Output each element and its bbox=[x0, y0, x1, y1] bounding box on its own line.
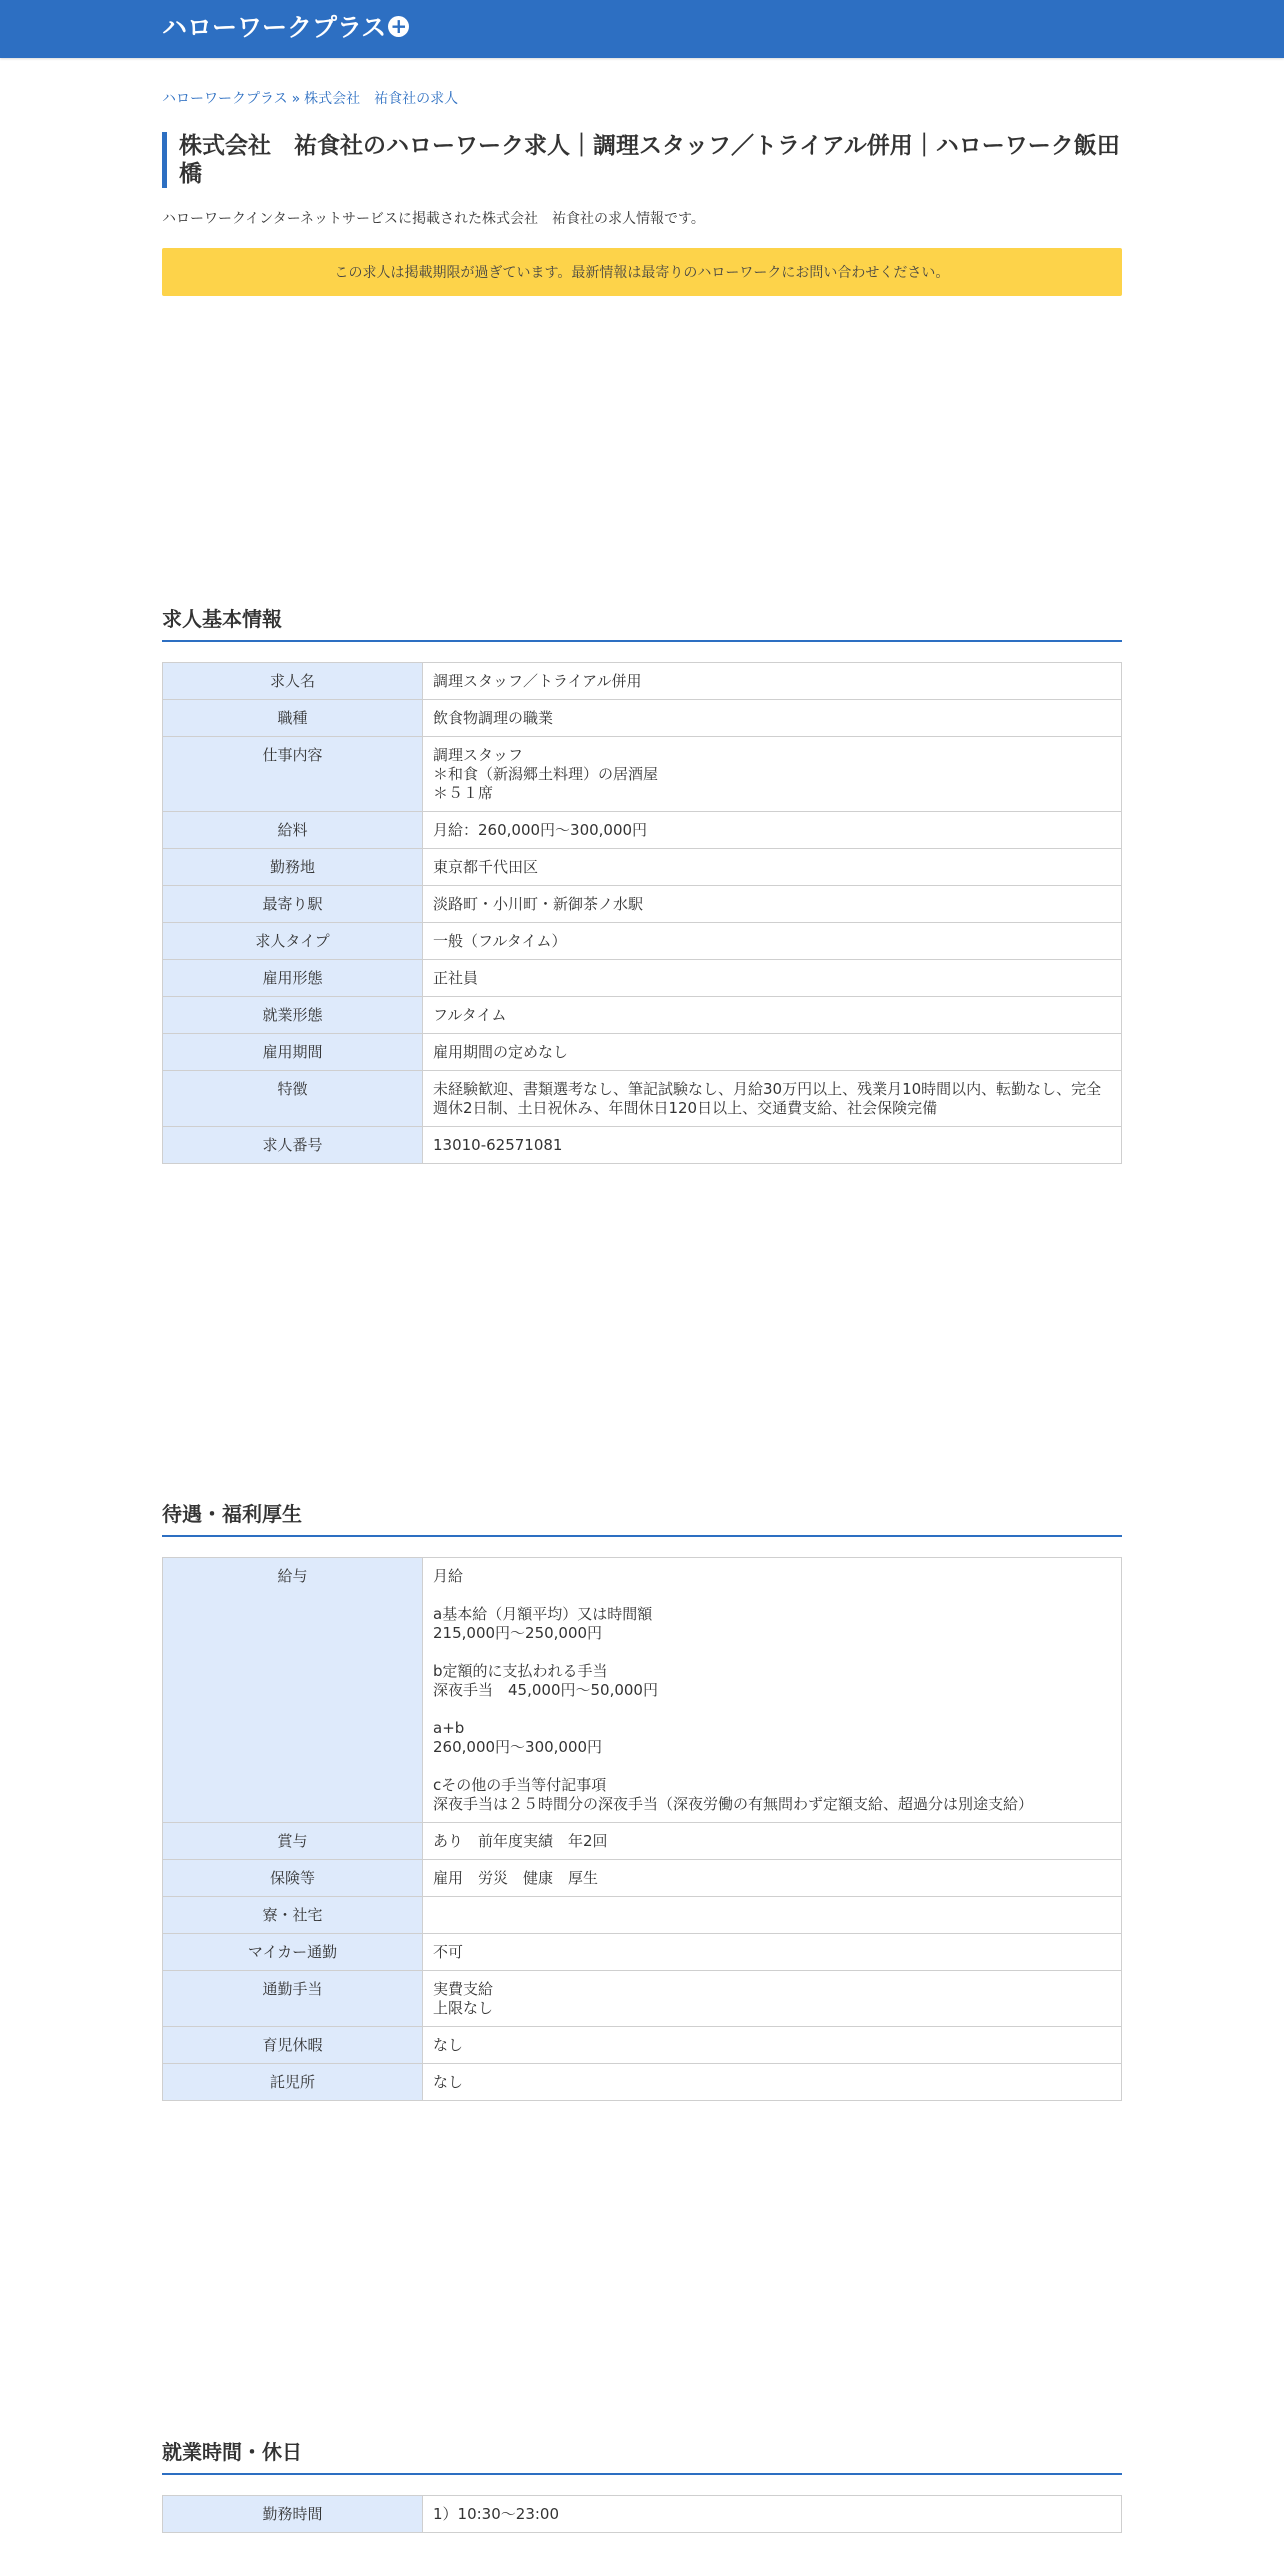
row-label: 仕事内容 bbox=[163, 736, 423, 811]
site-logo[interactable] bbox=[162, 8, 409, 44]
ad-space bbox=[162, 1164, 1122, 1482]
page-lead: ハローワークインターネットサービスに掲載された株式会社 祐食社の求人情報です。 bbox=[162, 211, 705, 227]
row-value: なし bbox=[423, 2064, 1122, 2101]
row-value: 淡路町・小川町・新御茶ノ水駅 bbox=[423, 885, 1122, 922]
row-value: 東京都千代田区 bbox=[423, 848, 1122, 885]
row-label: 寮・社宅 bbox=[163, 1897, 423, 1934]
row-label: 職種 bbox=[163, 699, 423, 736]
row-value: 一般（フルタイム） bbox=[423, 922, 1122, 959]
section-title-welfare: 待遇・福利厚生 bbox=[162, 1498, 1122, 1537]
ad-space bbox=[162, 2101, 1122, 2419]
row-label: 給料 bbox=[163, 811, 423, 848]
table-row bbox=[163, 885, 1122, 922]
row-value: 実費支給 上限なし bbox=[423, 1971, 1122, 2027]
row-value: 月給 a基本給（月額平均）又は時間額 215,000円～250,000円 b定額的に支払われる手当 深夜手当 45,000円～50,000円 a+b 260,000円～300,000円 cその他の手当等付記事項 深夜手当は２５時間分の深夜手当（深夜労働の有無問わず定額支給、超過分は別途支給） bbox=[423, 1558, 1122, 1823]
row-label: 求人番号 bbox=[163, 1126, 423, 1163]
row-label: 勤務時間 bbox=[163, 2495, 423, 2532]
table-row bbox=[163, 959, 1122, 996]
row-value bbox=[423, 1897, 1122, 1934]
row-value: 正社員 bbox=[423, 959, 1122, 996]
table-row bbox=[163, 848, 1122, 885]
basic-info-table bbox=[162, 662, 1122, 1164]
row-value: フルタイム bbox=[423, 996, 1122, 1033]
table-row bbox=[163, 922, 1122, 959]
breadcrumb-home-link[interactable]: ハローワークプラス bbox=[162, 91, 288, 107]
row-value: 未経験歓迎、書類選考なし、筆記試験なし、月給30万円以上、残業月10時間以内、転勤なし、完全週休2日制、土日祝休み、年間休日120日以上、交通費支給、社会保険完備 bbox=[423, 1070, 1122, 1126]
table-row bbox=[163, 736, 1122, 811]
row-label: 特徴 bbox=[163, 1070, 423, 1126]
plus-circle-icon: + bbox=[388, 16, 409, 37]
main-content bbox=[162, 88, 1122, 2533]
welfare-table bbox=[162, 1557, 1122, 2101]
row-value: 1）10:30～23:00 bbox=[423, 2495, 1122, 2532]
table-row bbox=[163, 2064, 1122, 2101]
row-label: 育児休暇 bbox=[163, 2027, 423, 2064]
table-row bbox=[163, 1823, 1122, 1860]
table-row bbox=[163, 1126, 1122, 1163]
row-label: 給与 bbox=[163, 1558, 423, 1823]
row-value: 調理スタッフ ＊和食（新潟郷土料理）の居酒屋 ＊５１席 bbox=[423, 736, 1122, 811]
row-label: 賞与 bbox=[163, 1823, 423, 1860]
row-label: 保険等 bbox=[163, 1860, 423, 1897]
table-row bbox=[163, 2495, 1122, 2532]
breadcrumb-separator: » bbox=[291, 91, 301, 107]
section-title-hours: 就業時間・休日 bbox=[162, 2436, 1122, 2475]
table-row bbox=[163, 996, 1122, 1033]
row-label: 求人名 bbox=[163, 662, 423, 699]
hours-table bbox=[162, 2495, 1122, 2533]
breadcrumb bbox=[162, 88, 1122, 108]
ad-space bbox=[162, 296, 1122, 586]
row-label: 雇用形態 bbox=[163, 959, 423, 996]
row-value: 雇用期間の定めなし bbox=[423, 1033, 1122, 1070]
row-value: 飲食物調理の職業 bbox=[423, 699, 1122, 736]
row-label: マイカー通勤 bbox=[163, 1934, 423, 1971]
row-label: 求人タイプ bbox=[163, 922, 423, 959]
row-value: 調理スタッフ／トライアル併用 bbox=[423, 662, 1122, 699]
row-value: 月給：260,000円～300,000円 bbox=[423, 811, 1122, 848]
table-row bbox=[163, 699, 1122, 736]
table-row bbox=[163, 1558, 1122, 1823]
row-label: 雇用期間 bbox=[163, 1033, 423, 1070]
table-row bbox=[163, 662, 1122, 699]
section-title-basic: 求人基本情報 bbox=[162, 603, 1122, 642]
row-value: なし bbox=[423, 2027, 1122, 2064]
page-title: 株式会社 祐食社のハローワーク求人｜調理スタッフ／トライアル併用｜ハローワーク飯田橋 bbox=[162, 132, 1122, 188]
expired-notice: この求人は掲載期限が過ぎています。最新情報は最寄りのハローワークにお問い合わせください。 bbox=[162, 248, 1122, 296]
table-row bbox=[163, 811, 1122, 848]
row-value: 不可 bbox=[423, 1934, 1122, 1971]
row-label: 就業形態 bbox=[163, 996, 423, 1033]
row-value: あり 前年度実績 年2回 bbox=[423, 1823, 1122, 1860]
table-row bbox=[163, 2027, 1122, 2064]
table-row bbox=[163, 1934, 1122, 1971]
row-label: 託児所 bbox=[163, 2064, 423, 2101]
row-label: 通勤手当 bbox=[163, 1971, 423, 2027]
row-label: 最寄り駅 bbox=[163, 885, 423, 922]
logo-text: ハローワークプラス bbox=[162, 13, 387, 42]
table-row bbox=[163, 1070, 1122, 1126]
top-bar bbox=[0, 0, 1284, 58]
table-row bbox=[163, 1971, 1122, 2027]
row-value: 13010-62571081 bbox=[423, 1126, 1122, 1163]
table-row bbox=[163, 1897, 1122, 1934]
table-row bbox=[163, 1033, 1122, 1070]
row-label: 勤務地 bbox=[163, 848, 423, 885]
row-value: 雇用 労災 健康 厚生 bbox=[423, 1860, 1122, 1897]
table-row bbox=[163, 1860, 1122, 1897]
breadcrumb-current-link[interactable]: 株式会社 祐食社の求人 bbox=[304, 91, 459, 107]
